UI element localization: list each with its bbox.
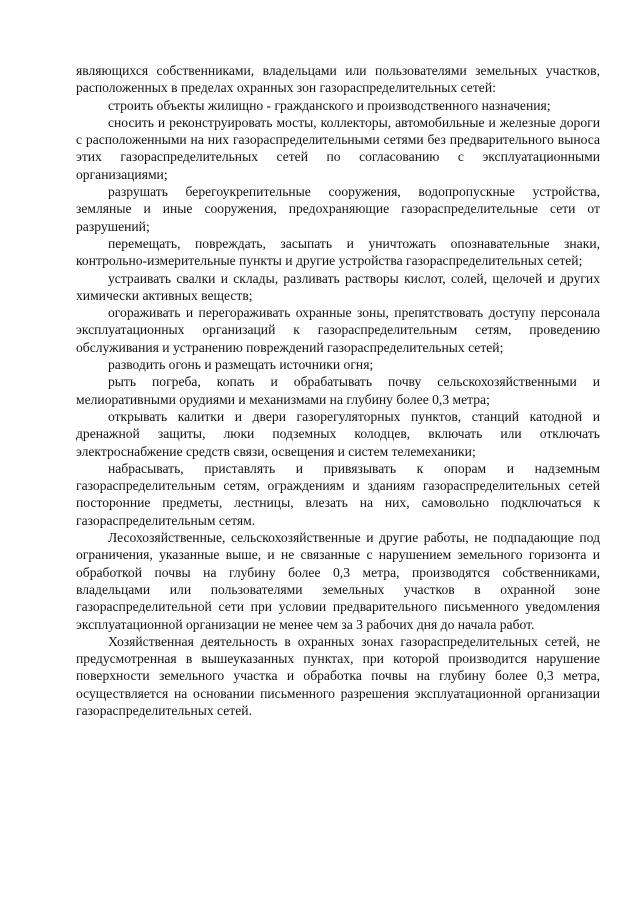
paragraph-forestry-works: Лесохозяйственные, сельскохозяйственные и другие работы, не подпадающие под ограничения, указанные выше, и не связанные с нарушением земельного горизонта и обработкой почвы на глубину более 0,3 метра, производятся собственниками, владельцами или пользователями земельных участков в охранной зоне газораспределительной сети при условии предварительного письменного уведомления эксплуатационной организации не менее чем за 3 рабочих дня до начала работ. [76, 530, 600, 632]
paragraph-no-fire: разводить огонь и размещать источники огня; [108, 357, 374, 373]
paragraph-no-building: строить объекты жилищно - гражданского и производственного назначения; [108, 97, 551, 113]
paragraph-no-opening-doors: открывать калитки и двери газорегуляторных пунктов, станций катодной и дренажной защиты, люки подземных колодцев, включать или отключать электроснабжение средств связи, освещения и систем телемеханики; [76, 408, 600, 459]
paragraph-no-moving-signs: перемещать, повреждать, засыпать и уничтожать опознавательные знаки, контрольно-измерительные пункты и другие устройства газораспределительных сетей; [76, 235, 600, 269]
paragraph-no-fencing: огораживать и перегораживать охранные зоны, препятствовать доступу персонала эксплуатационных организаций к газораспределительным сетям, проведению обслуживания и устранению повреждений газораспределительных сетей; [76, 305, 600, 355]
document-page [76, 62, 600, 719]
paragraph-no-attaching-objects: набрасывать, приставлять и привязывать к опорам и надземным газораспределительным сетям, ограждениям и зданиям газораспределительных сетей посторонние предметы, лестницы, влезать на них, самовольно подключаться к газораспределительным сетям. [76, 460, 600, 528]
paragraph-no-demolition: сносить и реконструировать мосты, коллекторы, автомобильные и железные дороги с расположенными на них газораспределительными сетями без предварительного выноса этих газораспределительных сетей по согласованию с эксплуатационными организациями; [76, 114, 600, 182]
paragraph-economic-activity: Хозяйственная деятельность в охранных зонах газораспределительных сетей, не предусмотренная в вышеуказанных пунктах, при которой производится нарушение поверхности земельного участка и обработка почвы на глубину более 0,3 метра, осуществляется на основании письменного разрешения эксплуатационной организации газораспределительных сетей. [76, 633, 600, 718]
paragraph-no-destroying-structures: разрушать берегоукрепительные сооружения, водопропускные устройства, земляные и иные сооружения, предохраняющие газораспределительные сети от разрушений; [76, 184, 600, 234]
paragraph-no-digging: рыть погреба, копать и обрабатывать почву сельскохозяйственными и мелиоративными орудиями и механизмами на глубину более 0,3 метра; [76, 374, 600, 407]
paragraph-no-dumps: устраивать свалки и склады, разливать растворы кислот, солей, щелочей и других химически активных веществ; [76, 270, 600, 303]
paragraph-continuation: являющихся собственниками, владельцами или пользователями земельных участков, расположенных в пределах охранных зон газораспределительных сетей: [76, 63, 600, 96]
